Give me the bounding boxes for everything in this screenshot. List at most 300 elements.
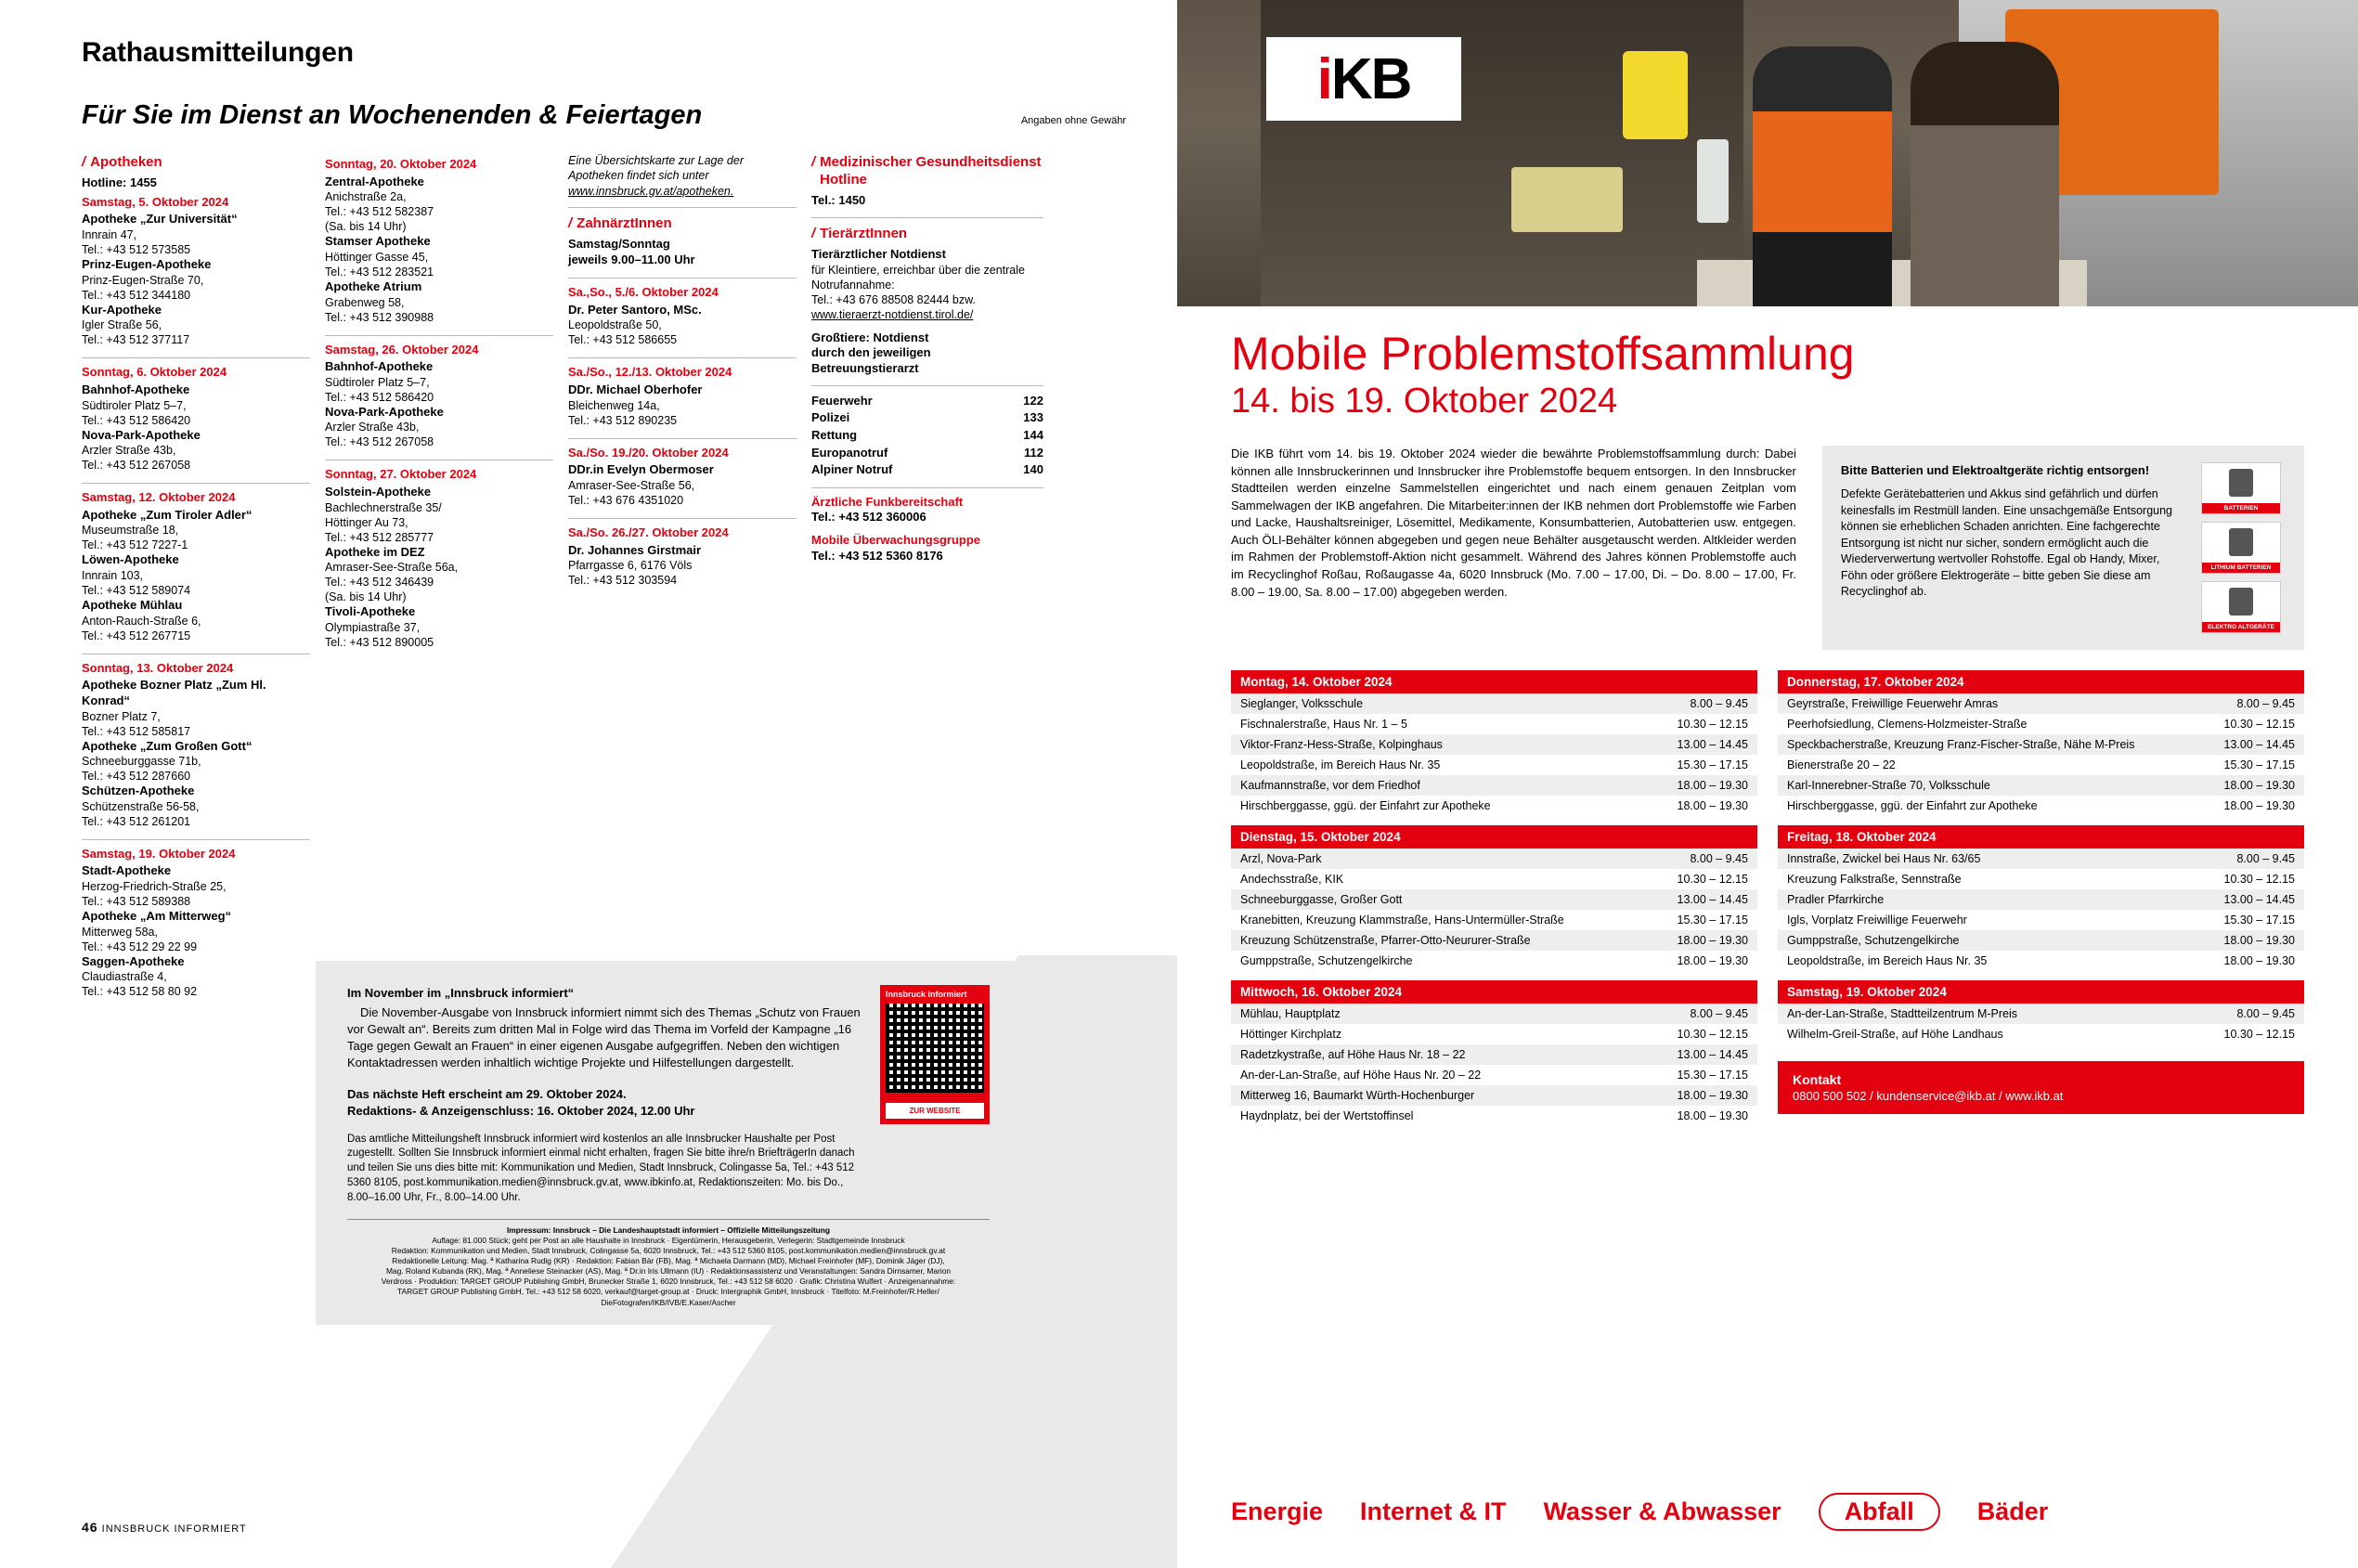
battery-info-box [1822, 446, 2304, 650]
stop-time: 10.30 – 12.15 [1677, 718, 1748, 731]
battery-shape [2229, 588, 2253, 616]
stop-location: Andechsstraße, KIK [1240, 873, 1344, 886]
folio [82, 1520, 247, 1535]
stop-time: 8.00 – 9.45 [1690, 1007, 1748, 1020]
entry-line: Claudiastraße 4, [82, 970, 167, 984]
stop-location: Geyrstraße, Freiwillige Feuerwehr Amras [1787, 697, 1999, 710]
stop-location: Kranebitten, Kreuzung Klammstraße, Hans-Untermüller-Straße [1240, 914, 1564, 927]
kontakt-title: Kontakt [1793, 1072, 1842, 1087]
table-row [1231, 714, 1757, 734]
entry-line: Tel.: +43 512 890235 [568, 413, 678, 427]
apotheken-list-1 [82, 195, 310, 1000]
entry-line: Tel.: +43 512 589388 [82, 895, 191, 909]
impressum [347, 1219, 990, 1308]
impressum-line: TARGET GROUP Publishing GmbH, Tel.: +43 512 58 6020, verkauf@target-group.at · Druck: Intergraphik GmbH, Innsbruck · Titelfoto: M.Freinhofer/R.Heller/ [397, 1287, 939, 1297]
schedule-block [1177, 650, 2358, 1126]
emergency-label: Alpiner Notruf [811, 462, 893, 477]
table-row [1778, 930, 2304, 951]
entry-name: Apotheke Bozner Platz „Zum Hl. Konrad“ [82, 678, 266, 707]
battery-box-title: Bitte Batterien und Elektroaltgeräte richtig entsorgen! [1840, 463, 2150, 477]
entry-name: Saggen-Apotheke [82, 953, 185, 968]
entry-line: Tel.: +43 512 283521 [325, 265, 434, 279]
folio-label: INNSBRUCK INFORMIERT [101, 1523, 247, 1535]
date-heading: Sa./So. 26./27. Oktober 2024 [568, 518, 797, 541]
emergency-number: 140 [1023, 462, 1043, 477]
divider [811, 487, 1043, 488]
slash-icon: / [82, 154, 86, 170]
nav-wasser[interactable]: Wasser & Abwasser [1543, 1497, 1781, 1525]
date-heading: Sonntag, 27. Oktober 2024 [325, 460, 553, 483]
stop-time: 8.00 – 9.45 [1690, 697, 1748, 710]
stop-location: Hirschberggasse, ggü. der Einfahrt zur Apotheke [1240, 799, 1491, 812]
entry-line: Innrain 103, [82, 569, 144, 583]
entry-name: Apotheke „Zum Tiroler Adler“ [82, 507, 253, 522]
map-link[interactable]: www.innsbruck.gv.at/apotheken. [568, 184, 734, 198]
qr-website-button[interactable]: ZUR WEBSITE [886, 1103, 984, 1119]
table-row [1231, 796, 1757, 816]
stop-time: 15.30 – 17.15 [1677, 914, 1748, 927]
schedule-table [1778, 693, 2304, 816]
entry-line: Tel.: +43 512 267058 [82, 459, 191, 473]
impressum-head: Impressum: Innsbruck – Die Landeshauptstadt informiert – Offizielle Mitteilungszeitung [506, 1225, 831, 1235]
ikb-logo-text [1317, 46, 1411, 112]
entry-line: Schneeburggasse 71b, [82, 755, 201, 769]
logo-i: i [1316, 46, 1331, 111]
date-heading: Sa.,So., 5./6. Oktober 2024 [568, 278, 797, 301]
table-row [1778, 849, 2304, 869]
notice-title: Im November im „Innsbruck informiert“ [347, 986, 575, 1000]
slash-icon: / [811, 226, 816, 241]
schedule-table [1231, 1004, 1757, 1126]
footer-nav [1231, 1493, 2304, 1531]
right-page [1177, 0, 2358, 1568]
entry-name: Zentral-Apotheke [325, 174, 424, 188]
stop-time: 18.00 – 19.30 [1677, 1089, 1748, 1102]
ikb-logo [1266, 37, 1461, 121]
battery-icon-label: BATTERIEN [2202, 503, 2280, 513]
entry-name: Tivoli-Apotheke [325, 604, 416, 619]
stop-location: Fischnalerstraße, Haus Nr. 1 – 5 [1240, 718, 1407, 731]
tier-gross-2: durch den jeweiligen [811, 345, 931, 360]
entry-name: Dr. Johannes Girstmair [568, 542, 702, 557]
stop-time: 18.00 – 19.30 [1677, 1109, 1748, 1122]
entry-line: Tel.: +43 512 585817 [82, 724, 191, 738]
table-row [1231, 889, 1757, 910]
entry-name: Apotheke im DEZ [325, 544, 425, 559]
headline-block [1177, 306, 2358, 421]
entry-line: Amraser-See-Straße 56, [568, 478, 695, 492]
emergency-number: 133 [1023, 410, 1043, 425]
emergency-numbers-table [811, 393, 1043, 479]
entry-line: Olympiastraße 37, [325, 620, 421, 634]
disclaimer: Angaben ohne Gewähr [1020, 115, 1126, 126]
date-heading: Sonntag, 6. Oktober 2024 [82, 357, 310, 381]
entry-name: Apotheke „Am Mitterweg“ [82, 909, 232, 924]
stop-time: 8.00 – 9.45 [1690, 852, 1748, 865]
zahn-hours-label: Samstag/Sonntag [568, 236, 670, 251]
entry-line: Tel.: +43 512 267058 [325, 435, 434, 449]
notice-tail: Das amtliche Mitteilungsheft Innsbruck informiert wird kostenlos an alle Innsbrucker Haushalte per Post zugestellt. Sollten Sie Innsbruck informiert einmal nicht erhalten, fragen Sie bitte ihre/n BriefträgerIn danach und teilen Sie uns dies bitte mit: Kommunikation und Medien, Stadt Innsbruck, Colingasse 5a, Tel.: +43 512 5360 8105, post.kommunikation.medien@innsbruck.gv.at, www.ibkinfo.at, Redaktionszeiten: Mo. bis Do., 8.00–16.00 Uhr, Fr., 8.00–14.00 Uhr. [347, 1133, 855, 1203]
section-heading-tieraerzte: / TierärztInnen [811, 226, 908, 241]
entry-name: Bahnhof-Apotheke [82, 382, 190, 396]
column-apotheken-1 [82, 153, 325, 999]
date-heading: Sonntag, 13. Oktober 2024 [82, 654, 310, 677]
table-row [1231, 755, 1757, 775]
emergency-row [811, 409, 1043, 427]
nav-energie[interactable]: Energie [1231, 1497, 1324, 1525]
zahnaerzte-list [568, 278, 797, 588]
entry-line: Tel.: +43 512 573585 [82, 243, 191, 257]
notice-next-issue: Das nächste Heft erscheint am 29. Oktober 2024. [347, 1086, 627, 1101]
entry-line: Tel.: +43 512 344180 [82, 288, 191, 302]
stop-location: Leopoldstraße, im Bereich Haus Nr. 35 [1240, 758, 1441, 771]
entry-line: Mitterweg 58a, [82, 925, 158, 939]
emergency-number: 122 [1023, 393, 1043, 408]
hero-photo [1177, 0, 2358, 306]
entry-name: Löwen-Apotheke [82, 552, 179, 567]
battery-icon-label: ELEKTRO ALTGERÄTE [2202, 622, 2280, 632]
stop-time: 13.00 – 14.45 [2223, 893, 2295, 906]
notice-box [316, 961, 1021, 1325]
impressum-line: Mag. Roland Kubanda (RK), Mag. ª Anneliese Steinacker (AS), Mag. ª Dr.in Iris Ullmann (IU) · Redaktionsassistenz und Veranstaltungen: Sandra Dirnsamer, Marion [385, 1266, 952, 1276]
kontakt-box [1778, 1061, 2304, 1114]
section-heading-zahnaerzte: / ZahnärztInnen [568, 214, 672, 231]
notice-deadline: Redaktions- & Anzeigenschluss: 16. Oktober 2024, 12.00 Uhr [347, 1103, 695, 1118]
impressum-line: Auflage: 81.000 Stück; geht per Post an alle Haushalte in Innsbruck · Eigentümerin, Herausgeberin, Verlegerin: Stadtgemeinde Innsbruck [432, 1235, 905, 1245]
stop-location: Arzl, Nova-Park [1240, 852, 1322, 865]
table-row [1778, 755, 2304, 775]
stop-location: Speckbacherstraße, Kreuzung Franz-Fischer-Straße, Nähe M-Preis [1787, 738, 2135, 751]
impressum-line: Redaktionelle Leitung: Mag. ª Katharina Rudig (KR) · Redaktion: Fabian Bär (FB), Mag. ª Michaela Darmann (MD), Michael Freinhofer (MF), Dominik Jäger (DJ), [392, 1256, 945, 1266]
emergency-row [811, 393, 1043, 410]
qr-label: Innsbruck informiert [886, 990, 967, 999]
emergency-number: 144 [1023, 427, 1043, 442]
table-row [1778, 951, 2304, 971]
apotheken-list-2 [325, 157, 553, 650]
entry-name: DDr. Michael Oberhofer [568, 382, 703, 397]
notice-text-block [347, 985, 862, 1206]
entry-line: Leopoldstraße 50, [568, 318, 662, 332]
emergency-row [811, 461, 1043, 479]
zahn-hours: jeweils 9.00–11.00 Uhr [568, 252, 695, 266]
section-subtitle: Für Sie im Dienst an Wochenenden & Feiertagen [82, 100, 703, 130]
impressum-lines [347, 1236, 990, 1308]
stop-time: 18.00 – 19.30 [1677, 779, 1748, 792]
emergency-row [811, 445, 1043, 462]
section-heading-apotheken: / Apotheken [82, 154, 162, 170]
stop-location: Karl-Innerebner-Straße 70, Volksschule [1787, 779, 1990, 792]
entry-name: Apotheke „Zur Universität“ [82, 212, 238, 227]
battery-shape [2229, 469, 2253, 497]
entry-line: (Sa. bis 14 Uhr) [325, 590, 407, 604]
entry-line: Arzler Straße 43b, [82, 444, 176, 458]
date-heading: Sa./So. 19./20. Oktober 2024 [568, 438, 797, 461]
stop-location: Mühlau, Hauptplatz [1240, 1007, 1341, 1020]
funk-tel: Tel.: +43 512 360006 [811, 510, 926, 525]
entry-line: Tel.: +43 512 261201 [82, 814, 191, 828]
table-row [1231, 1044, 1757, 1065]
entry-line: Tel.: +43 512 586420 [325, 390, 434, 404]
stop-time: 10.30 – 12.15 [2223, 1028, 2295, 1041]
date-heading: Samstag, 5. Oktober 2024 [82, 194, 229, 209]
stop-location: Sieglanger, Volksschule [1240, 697, 1364, 710]
funk-title: Ärztliche Funkbereitschaft [811, 494, 964, 509]
stop-time: 15.30 – 17.15 [2223, 914, 2295, 927]
stop-location: Peerhofsiedlung, Clemens-Holzmeister-Straße [1787, 718, 2028, 731]
entry-line: Höttinger Au 73, [325, 515, 408, 529]
table-row [1231, 849, 1757, 869]
columns [82, 153, 1126, 999]
stop-location: An-der-Lan-Straße, Stadtteilzentrum M-Preis [1787, 1007, 2018, 1020]
stop-location: Leopoldstraße, im Bereich Haus Nr. 35 [1787, 954, 1988, 967]
entry-line: Tel.: +43 676 4351020 [568, 493, 684, 507]
entry-line: Anichstraße 2a, [325, 190, 407, 204]
date-heading: Samstag, 26. Oktober 2024 [325, 335, 553, 358]
medizin-tel: Tel.: 1450 [811, 193, 866, 208]
stop-location: Radetzkystraße, auf Höhe Haus Nr. 18 – 22 [1240, 1048, 1466, 1061]
stop-location: Mitterweg 16, Baumarkt Würth-Hochenburger [1240, 1089, 1475, 1102]
intro-block [1177, 421, 2358, 650]
stop-time: 13.00 – 14.45 [1677, 1048, 1748, 1061]
stop-time: 10.30 – 12.15 [2223, 873, 2295, 886]
stop-time: 18.00 – 19.30 [2223, 799, 2295, 812]
entry-line: Tel.: +43 512 303594 [568, 574, 678, 588]
date-heading: Samstag, 19. Oktober 2024 [82, 839, 310, 862]
entry-line: Igler Straße 56, [82, 318, 162, 332]
table-row [1231, 1085, 1757, 1106]
emergency-label: Feuerwehr [811, 393, 873, 408]
table-row [1231, 951, 1757, 971]
intro-text: Die IKB führt vom 14. bis 19. Oktober 2024 wieder die bewährte Problemstoffsammlung durch: Dabei können alle Innsbruckerinnen und Innsbrucker ihre Problemstoffe bequem entsorgen. In den Innsbrucker Stadtteilen werden einzelne Sammelstellen eingerichtet und nach einem genauen Zeitplan vom Sammelwagen der IKB angefahren. Die Mitarbeiter:innen der IKB nehmen dort Problemstoffe wie Farben und Lacke, Haushaltsreiniger, Lösemittel, Medikamente, Konsumbatterien, Autobatterien usw. entgegen. Auch ÖLI-Behälter können abgegeben und gegen neue Behälter ausgetauscht werden. Altkleider werden im Rahmen der Problemstoff-Aktion nicht gesammelt. Während des Jahres können Problemstoffe auch im Recyclinghof Roßau, Roßaugasse 4a, 6020 Innsbruck (Mo. 7.00 – 17.00, Di. – Do. 8.00 – 17.00, Fr. 8.00 – 19.00, Sa. 8.00 – 17.00) abgegeben werden. [1231, 447, 1796, 599]
entry-line: Tel.: +43 512 7227-1 [82, 538, 188, 552]
table-row [1778, 889, 2304, 910]
date-heading: Samstag, 12. Oktober 2024 [82, 483, 310, 506]
entry-line: Amraser-See-Straße 56a, [325, 561, 459, 575]
entry-line: Pfarrgasse 6, 6176 Völs [568, 559, 693, 573]
nav-abfall[interactable]: Abfall [1819, 1493, 1940, 1531]
apotheken-hotline: Hotline: 1455 [82, 175, 157, 190]
column-notdienste [811, 153, 1043, 999]
emergency-label: Rettung [811, 427, 858, 442]
emergency-row [811, 427, 1043, 445]
battery-disposal-icon [2201, 462, 2281, 514]
entry-line: Schützenstraße 56-58, [82, 799, 200, 813]
photo-bottle [1697, 139, 1729, 223]
table-row [1778, 714, 2304, 734]
entry-line: Südtiroler Platz 5–7, [82, 398, 187, 412]
logo-kb: KB [1330, 46, 1411, 111]
divider [811, 385, 1043, 386]
entry-line: Museumstraße 18, [82, 524, 179, 538]
entry-name: Bahnhof-Apotheke [325, 359, 434, 374]
table-row [1778, 910, 2304, 930]
entry-name: Apotheke „Zum Großen Gott“ [82, 738, 253, 753]
table-row [1778, 1004, 2304, 1024]
subhead-row [82, 100, 1126, 131]
kontakt-line[interactable]: 0800 500 502 / kundenservice@ikb.at / www.ikb.at [1793, 1089, 2064, 1103]
stop-time: 13.00 – 14.45 [1677, 893, 1748, 906]
photo-worker [1753, 46, 1892, 306]
stop-location: Kreuzung Schützenstraße, Pfarrer-Otto-Neururer-Straße [1240, 934, 1531, 947]
emergency-label: Polizei [811, 410, 850, 425]
entry-line: Tel.: +43 512 29 22 99 [82, 940, 198, 953]
stop-location: Igls, Vorplatz Freiwillige Feuerwehr [1787, 914, 1967, 927]
entry-line: Bleichenweg 14a, [568, 398, 660, 412]
tier-gross-3: Betreuungstierarzt [811, 361, 919, 376]
schedule-table [1778, 1004, 2304, 1044]
entry-line: Grabenweg 58, [325, 295, 405, 309]
entry-line: Tel.: +43 512 890005 [325, 635, 434, 649]
stop-time: 18.00 – 19.30 [1677, 954, 1748, 967]
stop-location: Schneeburggasse, Großer Gott [1240, 893, 1403, 906]
battery-shape [2229, 528, 2253, 556]
stop-location: Viktor-Franz-Hess-Straße, Kolpinghaus [1240, 738, 1443, 751]
entry-line: Tel.: +43 512 582387 [325, 205, 434, 219]
stop-location: Wilhelm-Greil-Straße, auf Höhe Landhaus [1787, 1028, 2003, 1041]
entry-name: Stadt-Apotheke [82, 863, 172, 878]
schedule-table [1778, 849, 2304, 971]
table-row [1778, 869, 2304, 889]
entry-line: Tel.: +43 512 589074 [82, 584, 191, 598]
entry-name: DDr.in Evelyn Obermoser [568, 462, 714, 477]
column-zahnaerzte [568, 153, 811, 999]
stop-location: An-der-Lan-Straße, auf Höhe Haus Nr. 20 – 22 [1240, 1069, 1482, 1082]
left-page [0, 0, 1177, 1568]
entry-line: Höttinger Gasse 45, [325, 250, 429, 264]
entry-line: Arzler Straße 43b, [325, 421, 420, 434]
table-row [1231, 1024, 1757, 1044]
mobil-title: Mobile Überwachungsgruppe [811, 533, 981, 548]
entry-line: Anton-Rauch-Straße 6, [82, 614, 201, 628]
table-row [1231, 734, 1757, 755]
schedule-day-header: Mittwoch, 16. Oktober 2024 [1231, 980, 1757, 1004]
entry-name: Kur-Apotheke [82, 302, 162, 317]
tier-link[interactable]: www.tieraerzt-notdienst.tirol.de/ [811, 307, 974, 321]
battery-icons [2196, 462, 2286, 633]
slash-icon: / [811, 154, 816, 170]
mobil-tel: Tel.: +43 512 5360 8176 [811, 548, 943, 563]
entry-line: Tel.: +43 512 58 80 92 [82, 985, 198, 999]
stop-location: Pradler Pfarrkirche [1787, 893, 1885, 906]
headline: Mobile Problemstoffsammlung [1231, 328, 1855, 380]
stop-time: 18.00 – 19.30 [1677, 799, 1748, 812]
entry-name: Dr. Peter Santoro, MSc. [568, 302, 702, 317]
photo-barrel [1623, 51, 1688, 139]
table-row [1778, 796, 2304, 816]
stop-time: 18.00 – 19.30 [2223, 934, 2295, 947]
page-number: 46 [82, 1520, 98, 1535]
battery-disposal-icon [2201, 522, 2281, 574]
table-row [1231, 1065, 1757, 1085]
stop-location: Kaufmannstraße, vor dem Friedhof [1240, 779, 1420, 792]
stop-time: 8.00 – 9.45 [2236, 1007, 2295, 1020]
slash-icon: / [568, 214, 573, 231]
stop-time: 8.00 – 9.45 [2236, 697, 2295, 710]
stop-time: 10.30 – 12.15 [1677, 873, 1748, 886]
date-heading: Sonntag, 20. Oktober 2024 [325, 157, 477, 171]
table-row [1778, 775, 2304, 796]
stop-location: Höttinger Kirchplatz [1240, 1028, 1342, 1041]
table-row [1231, 775, 1757, 796]
entry-line: Tel.: +43 512 267715 [82, 628, 191, 642]
entry-line: Innrain 47, [82, 228, 137, 242]
stop-time: 8.00 – 9.45 [2236, 852, 2295, 865]
tier-text: für Kleintiere, erreichbar über die zentrale Notrufannahme: [811, 263, 1025, 292]
entry-line: Bachlechnerstraße 35/ [325, 500, 442, 514]
nav-internet[interactable]: Internet & IT [1360, 1497, 1507, 1525]
entry-name: Apotheke Mühlau [82, 598, 183, 613]
table-row [1231, 1004, 1757, 1024]
notice-body: Die November-Ausgabe von Innsbruck informiert nimmt sich des Themas „Schutz von Frauen vor Gewalt an“. Bereits zum dritten Mal in Folge wird das Thema im Vorfeld der Kampagne „16 Tage gegen Gewalt an Frauen“ in einer eigenen Ausgabe aufgegriffen. Neben den wichtigen Kontaktadressen werden inhaltlich wichtige Projekte und Hilfestellungen dargestellt. [347, 1004, 861, 1069]
entry-name: Nova-Park-Apotheke [82, 427, 201, 442]
entry-line: Tel.: +43 512 586655 [568, 333, 678, 347]
headline-dates: 14. bis 19. Oktober 2024 [1231, 382, 1618, 421]
entry-line: Bozner Platz 7, [82, 709, 161, 723]
battery-disposal-icon [2201, 581, 2281, 633]
divider [811, 217, 1043, 218]
stop-location: Hirschberggasse, ggü. der Einfahrt zur Apotheke [1787, 799, 2038, 812]
schedule-column-right [1778, 670, 2304, 1126]
schedule-day-header: Donnerstag, 17. Oktober 2024 [1778, 670, 2304, 693]
entry-name: Nova-Park-Apotheke [325, 404, 444, 419]
entry-line: Südtiroler Platz 5–7, [325, 375, 430, 389]
stop-location: Innstraße, Zwickel bei Haus Nr. 63/65 [1787, 852, 1981, 865]
entry-line: Herzog-Friedrich-Straße 25, [82, 880, 227, 894]
entry-name: Apotheke Atrium [325, 279, 422, 293]
schedule-day-header: Dienstag, 15. Oktober 2024 [1231, 825, 1757, 849]
table-row [1231, 693, 1757, 714]
qr-code-block[interactable] [880, 985, 990, 1124]
table-row [1231, 930, 1757, 951]
schedule-table [1231, 693, 1757, 816]
stop-location: Gumppstraße, Schutzengelkirche [1787, 934, 1960, 947]
table-row [1778, 734, 2304, 755]
table-row [1231, 1106, 1757, 1126]
stop-time: 18.00 – 19.30 [2223, 954, 2295, 967]
table-row [1778, 1024, 2304, 1044]
entry-line: Tel.: +43 512 285777 [325, 530, 434, 544]
entry-line: (Sa. bis 14 Uhr) [325, 220, 407, 234]
divider [568, 207, 797, 208]
stop-time: 18.00 – 19.30 [2223, 779, 2295, 792]
nav-baeder[interactable]: Bäder [1976, 1497, 2049, 1525]
emergency-label: Europanotruf [811, 445, 888, 460]
entry-name: Prinz-Eugen-Apotheke [82, 257, 212, 272]
tier-sub: Tierärztlicher Notdienst [811, 247, 946, 262]
emergency-number: 112 [1024, 445, 1043, 460]
entry-line: Tel.: +43 512 287660 [82, 770, 191, 784]
table-row [1231, 910, 1757, 930]
map-note: Eine Übersichtskarte zur Lage der Apotheken findet sich unter www.innsbruck.gv.at/apotheken. [568, 154, 744, 198]
table-row [1778, 693, 2304, 714]
battery-box-body: Defekte Gerätebatterien und Akkus sind gefährlich und dürfen keinesfalls im Restmüll landen. Eine unsachgemäße Entsorgung können sie erheblichen Schaden anrichten. Eine fachgerechte Entsorgung ist nicht nur sicher, sondern ermöglicht auch die Wiederverwertung wertvoller Rohstoffe. Egal ob Handy, Mixer, Föhn oder größere Elektrogeräte – bitte geben Sie diese am Recyclinghof ab. [1840, 487, 2173, 599]
tier-tel: Tel.: +43 676 88508 82444 bzw. [811, 292, 976, 306]
date-heading: Sa./So., 12./13. Oktober 2024 [568, 357, 797, 381]
stop-time: 15.30 – 17.15 [1677, 758, 1748, 771]
tier-gross-1: Großtiere: Notdienst [811, 330, 929, 344]
impressum-line: Redaktion: Kommunikation und Medien, Stadt Innsbruck, Colingasse 5a, 6020 Innsbruck, Tel.: +43 512 5360 8105, post.kommunikation.medien@innsbruck.gv.at [391, 1246, 946, 1256]
stop-location: Haydnplatz, bei der Wertstoffinsel [1240, 1109, 1414, 1122]
stop-location: Bienerstraße 20 – 22 [1787, 758, 1896, 771]
page-title: Rathausmitteilungen [82, 37, 354, 68]
entry-name: Stamser Apotheke [325, 234, 431, 249]
stop-time: 15.30 – 17.15 [2223, 758, 2295, 771]
entry-name: Solstein-Apotheke [325, 485, 432, 499]
schedule-day-header: Freitag, 18. Oktober 2024 [1778, 825, 2304, 849]
entry-line: Tel.: +43 512 377117 [82, 333, 190, 347]
stop-time: 10.30 – 12.15 [2223, 718, 2295, 731]
entry-line: Tel.: +43 512 390988 [325, 310, 434, 324]
